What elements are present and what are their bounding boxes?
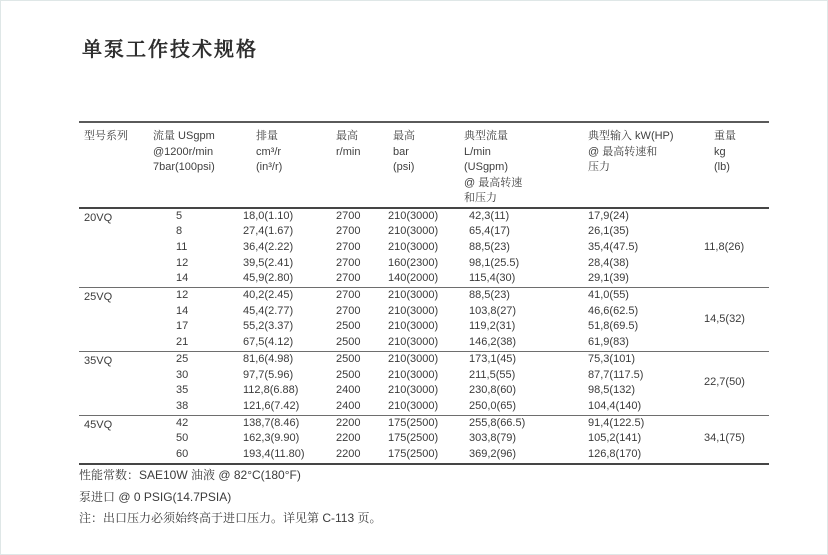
data-cell: 162,3(9.90) xyxy=(243,432,300,445)
column-header-line: 典型输入 kW(HP) xyxy=(588,130,674,142)
data-cell: 12 xyxy=(151,288,243,304)
data-cell: 41,0(55) xyxy=(588,288,704,304)
data-cell: 50 xyxy=(176,432,189,445)
data-cell: 2500 xyxy=(336,351,388,367)
data-cell: 160(2300) xyxy=(388,256,439,269)
data-cell: 29,1(39) xyxy=(588,272,629,285)
weight-cell: 14,5(32) xyxy=(704,288,769,352)
data-cell: 46,6(62.5) xyxy=(588,304,639,317)
data-cell: 25 xyxy=(151,351,243,367)
column-header-line: 压力 xyxy=(588,161,610,173)
column-header-line: 流量 USgpm xyxy=(153,130,215,142)
table-header xyxy=(79,122,769,208)
data-cell: 126,8(170) xyxy=(588,448,642,461)
column-header-line: @ 最高转速和 xyxy=(588,145,658,158)
data-cell: 146,2(38) xyxy=(469,336,517,349)
data-cell: 26,1(35) xyxy=(588,225,629,238)
data-cell: 211,5(55) xyxy=(469,368,516,381)
data-cell: 210(3000) xyxy=(388,336,439,349)
data-cell: 2500 xyxy=(336,368,361,381)
data-cell: 2500 xyxy=(336,320,361,333)
data-cell: 38 xyxy=(176,399,189,412)
data-cell: 2400 xyxy=(336,399,361,412)
table-header-row xyxy=(79,122,769,208)
data-cell: 303,8(79) xyxy=(469,432,517,445)
table-row xyxy=(79,319,769,335)
data-cell: 81,6(4.98) xyxy=(243,351,336,367)
data-cell: 14 xyxy=(176,304,189,317)
data-cell: 30 xyxy=(176,368,189,381)
data-cell: 42,3(11) xyxy=(469,209,510,222)
data-cell: 67,5(4.12) xyxy=(243,336,294,349)
column-header-line: 和压力 xyxy=(464,192,497,204)
column-header-line: (in³/r) xyxy=(256,161,283,173)
column-header-line: L/min xyxy=(464,145,491,158)
data-cell: 75,3(101) xyxy=(588,351,704,367)
table-row xyxy=(79,240,769,256)
data-cell: 112,8(6.88) xyxy=(243,384,299,397)
table-row xyxy=(79,399,769,415)
data-cell: 210(3000) xyxy=(388,351,464,367)
data-cell: 119,2(31) xyxy=(469,320,516,333)
data-cell: 91,4(122.5) xyxy=(588,415,704,431)
column-header-line: @ 最高转速 xyxy=(464,176,523,189)
table-body xyxy=(79,208,769,464)
data-cell: 2500 xyxy=(336,336,361,349)
table-row xyxy=(79,383,769,399)
data-cell: 210(3000) xyxy=(388,320,439,333)
data-cell: 87,7(117.5) xyxy=(588,368,644,381)
table-row xyxy=(79,271,769,287)
data-cell: 28,4(38) xyxy=(588,256,629,269)
model-series-cell: 35VQ xyxy=(79,351,151,415)
column-header-max-pressure xyxy=(388,122,464,208)
table-row xyxy=(79,304,769,320)
data-cell: 11 xyxy=(176,240,188,253)
note-pump-inlet: 泵进口 @ 0 PSIG(14.7PSIA) xyxy=(79,489,232,504)
data-cell: 5 xyxy=(176,209,183,222)
data-cell: 45,9(2.80) xyxy=(243,272,294,285)
data-cell: 2200 xyxy=(336,432,361,445)
column-header-model-series xyxy=(79,122,151,208)
table-row xyxy=(79,431,769,447)
data-cell: 2700 xyxy=(336,288,388,304)
column-header-line: 排量 xyxy=(256,130,278,142)
data-cell: 14 xyxy=(176,272,189,285)
column-header-line: cm³/r xyxy=(256,145,282,158)
column-header-line: (lb) xyxy=(714,161,730,173)
data-cell: 17 xyxy=(176,320,189,333)
weight-cell: 22,7(50) xyxy=(704,351,769,415)
weight-cell: 34,1(75) xyxy=(704,415,769,464)
table-row xyxy=(79,415,769,431)
model-series-cell: 20VQ xyxy=(84,211,113,224)
column-header-flow xyxy=(151,122,243,208)
data-cell: 210(3000) xyxy=(388,209,439,222)
column-header-line: bar xyxy=(393,145,409,158)
data-cell: 175(2500) xyxy=(388,448,439,461)
table-row xyxy=(79,256,769,272)
data-cell: 88,5(23) xyxy=(469,240,510,253)
data-cell: 35,4(47.5) xyxy=(588,240,639,253)
data-cell: 255,8(66.5) xyxy=(464,415,588,431)
data-cell: 175(2500) xyxy=(388,432,439,445)
data-cell: 65,4(17) xyxy=(469,225,510,238)
data-cell: 88,5(23) xyxy=(464,288,588,304)
data-cell: 40,2(2.45) xyxy=(243,288,336,304)
data-cell: 103,8(27) xyxy=(469,304,517,317)
data-cell: 60 xyxy=(176,448,189,461)
data-cell: 105,2(141) xyxy=(588,432,642,445)
column-header-line: (psi) xyxy=(393,161,415,173)
notes xyxy=(79,465,381,530)
data-cell: 250,0(65) xyxy=(469,399,517,412)
data-cell: 61,9(83) xyxy=(588,336,629,349)
table-row xyxy=(79,368,769,384)
data-cell: 210(3000) xyxy=(388,304,439,317)
table-row xyxy=(79,288,769,304)
column-header-line: 最高 xyxy=(393,130,415,142)
column-header-line: 典型流量 xyxy=(464,130,508,142)
data-cell: 35 xyxy=(176,384,189,397)
column-header-max-rpm xyxy=(336,122,388,208)
column-header-typical-input xyxy=(588,122,704,208)
data-cell: 140(2000) xyxy=(388,272,439,285)
data-cell: 2700 xyxy=(336,209,361,222)
column-header-line: 最高 xyxy=(336,130,358,142)
note-outlet-pressure: 注：出口压力必须始终高于进口压力。详见第 C-113 页。 xyxy=(79,511,382,525)
data-cell: 36,4(2.22) xyxy=(243,240,294,253)
data-cell: 39,5(2.41) xyxy=(243,256,294,269)
table-row xyxy=(79,208,769,225)
column-header-line: (USgpm) xyxy=(464,161,509,173)
data-cell: 210(3000) xyxy=(388,225,439,238)
data-cell: 210(3000) xyxy=(388,384,439,397)
data-cell: 193,4(11.80) xyxy=(243,448,305,461)
data-cell: 42 xyxy=(151,415,243,431)
data-cell: 51,8(69.5) xyxy=(588,320,639,333)
data-cell: 21 xyxy=(176,336,189,349)
data-cell: 2700 xyxy=(336,225,361,238)
data-cell: 210(3000) xyxy=(388,240,439,253)
column-header-weight xyxy=(704,122,769,208)
weight-cell: 11,8(26) xyxy=(704,240,745,253)
table-row xyxy=(79,351,769,367)
data-cell: 27,4(1.67) xyxy=(243,225,294,238)
note-performance-constants: 性能常数：SAE10W 油液 @ 82°C(180°F) xyxy=(79,468,301,482)
table-row xyxy=(79,335,769,351)
data-cell: 369,2(96) xyxy=(469,448,517,461)
model-series-cell: 25VQ xyxy=(79,288,151,352)
column-header-line: @1200r/min xyxy=(153,145,214,158)
column-header-line: 7bar(100psi) xyxy=(153,161,215,173)
table-row xyxy=(79,224,769,240)
data-cell: 2700 xyxy=(336,256,361,269)
data-cell: 121,6(7.42) xyxy=(243,399,300,412)
data-cell: 8 xyxy=(176,225,183,238)
model-series-cell: 45VQ xyxy=(79,415,151,464)
data-cell: 98,1(25.5) xyxy=(469,256,520,269)
data-cell: 98,5(132) xyxy=(588,384,636,397)
data-cell: 138,7(8.46) xyxy=(243,415,336,431)
column-header-line: r/min xyxy=(336,145,361,158)
data-cell: 104,4(140) xyxy=(588,399,642,412)
data-cell: 17,9(24) xyxy=(588,209,629,222)
page-title: 单泵工作技术规格 xyxy=(82,39,258,61)
spec-table xyxy=(79,121,769,465)
data-cell: 2200 xyxy=(336,415,388,431)
data-cell: 210(3000) xyxy=(388,399,439,412)
column-header-line: kg xyxy=(714,145,726,158)
data-cell: 2700 xyxy=(336,240,361,253)
table-row xyxy=(79,447,769,464)
data-cell: 173,1(45) xyxy=(464,351,588,367)
data-cell: 97,7(5.96) xyxy=(243,368,294,381)
data-cell: 45,4(2.77) xyxy=(243,304,294,317)
data-cell: 2700 xyxy=(336,304,361,317)
data-cell: 2400 xyxy=(336,384,361,397)
column-header-line: 重量 xyxy=(714,130,736,142)
data-cell: 2200 xyxy=(336,448,361,461)
data-cell: 175(2500) xyxy=(388,415,464,431)
data-cell: 115,4(30) xyxy=(469,272,516,285)
data-cell: 230,8(60) xyxy=(469,384,517,397)
data-cell: 210(3000) xyxy=(388,288,464,304)
column-header-line: 型号系列 xyxy=(84,130,128,142)
data-cell: 55,2(3.37) xyxy=(243,320,294,333)
data-cell: 12 xyxy=(176,256,189,269)
data-cell: 18,0(1.10) xyxy=(243,209,294,222)
data-cell: 2700 xyxy=(336,272,361,285)
column-header-typical-flow xyxy=(464,122,588,208)
data-cell: 210(3000) xyxy=(388,368,439,381)
column-header-displacement xyxy=(243,122,336,208)
